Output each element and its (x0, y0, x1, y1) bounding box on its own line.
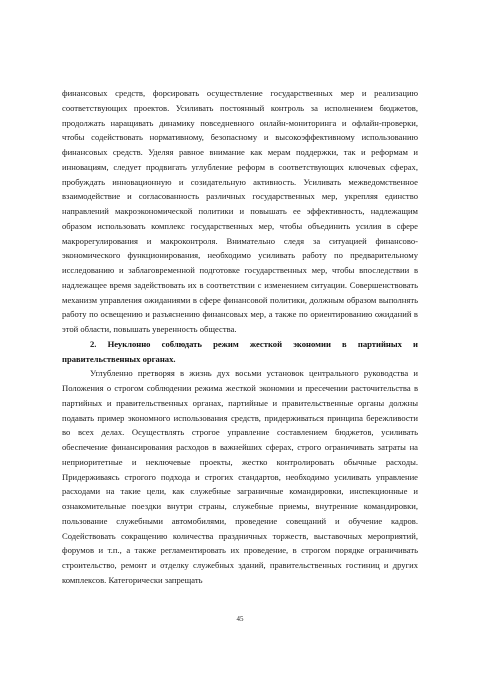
page-number: 45 (236, 615, 244, 623)
body-text (62, 86, 418, 588)
paragraph-austerity: Углубленно претворяя в жизнь дух восьми установок центрального руководства и Положения о строгом соблюдении режима жесткой экономии и пресечении расточительства в партийных и правительственных органах, партийные и правительственные органы должны подавать пример экономного использования средств, придерживаться принципа бережливости во всех делах. Осуществлять строгое управление составлением бюджетов, усиливать обеспечение финансирования расходов в важнейших сферах, строго ограничивать затраты на неприоритетные и неключевые проекты, жестко контролировать обычные расходы. Придерживаясь строгого подхода и строгих стандартов, необходимо усиливать управление расходами на такие цели, как служебные заграничные командировки, инспекционные и ознакомительные поездки внутри страны, служебные приемы, внутренние командировки, пользование служебными автомобилями, проведение совещаний и обучение кадров. Содействовать сокращению количества праздничных торжеств, выставочных мероприятий, форумов и т.п., а также регламентировать их проведение, в строгом порядке ограничивать строительство, ремонт и отделку служебных зданий, правительственных гостиниц и других комплексов. Категорически запрещать (62, 368, 418, 585)
section-heading-austerity: 2. Неуклонно соблюдать режим жесткой экономии в партийных и правительственных органах. (62, 338, 418, 364)
paragraph-fiscal-policy: финансовых средств, форсировать осуществление государственных мер и реализацию соответствующих проектов. Усиливать постоянный контроль за исполнением бюджетов, продолжать наращивать динамику повседневного онлайн-мониторинга и офлайн-проверки, чтобы содействовать нормативному, безопасному и высокоэффективному использованию финансовых средств. Уделяя равное внимание как мерам поддержки, так и реформам и инновациям, следует продвигать углубление реформ в соответствующих ключевых сферах, пробуждать инновационную и созидательную активность. Усиливать межведомственное взаимодействие и согласованность различных государственных мер, укрепляя единство направлений макроэкономической политики и повышать ее эффективность, надлежащим образом использовать комплекс государственных мер, чтобы объединить усилия в сфере макрорегулирования и макроконтроля. Внимательно следя за ситуацией финансово-экономического функционирования, необходимо усиливать работу по предварительному исследованию и заблаговременной подготовке государственных мер, чтобы впоследствии в надлежащее время задействовать их в соответствии с изменением ситуации. Совершенствовать механизм управления ожиданиями в сфере финансовой политики, должным образом выполнять работу по освещению и разъяснению финансовых мер, а также по ориентированию ожиданий в этой области, повышать уверенность общества. (62, 88, 418, 334)
